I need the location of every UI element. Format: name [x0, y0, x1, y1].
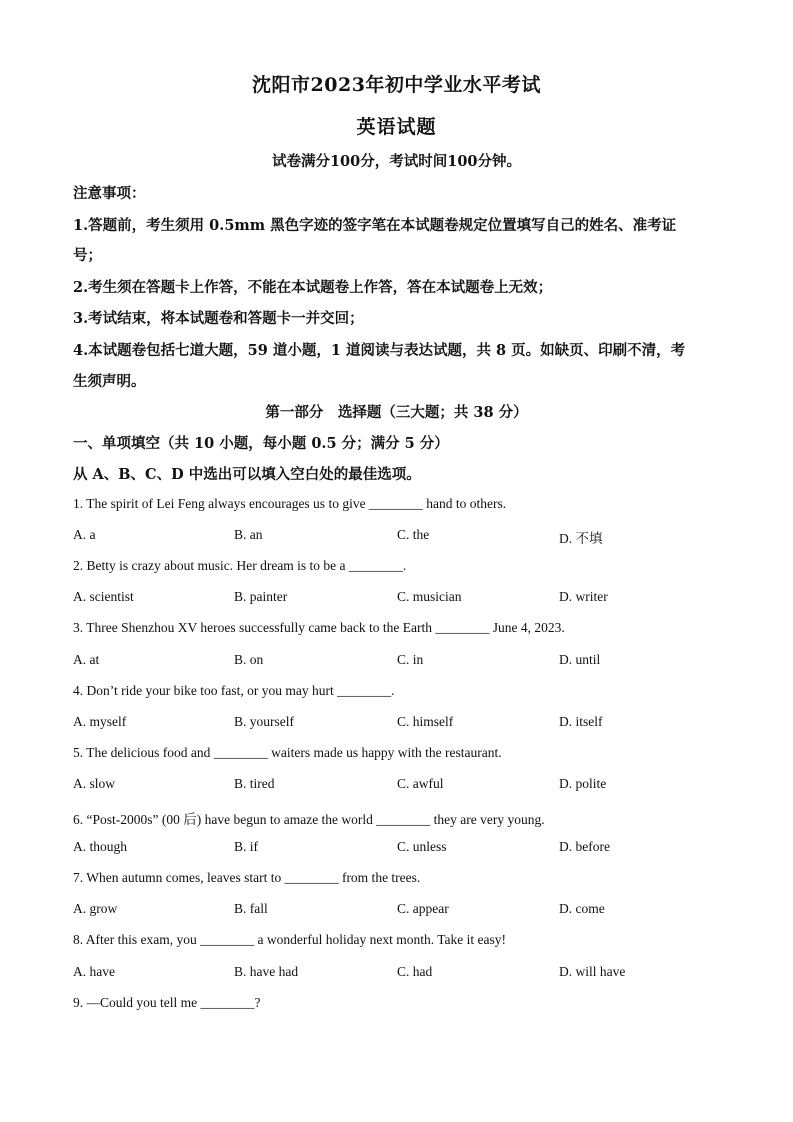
q1-option-a: A. a: [73, 527, 96, 542]
q2-option-b: B. painter: [234, 589, 288, 604]
exam-title: 沈阳市2023年初中学业水平考试: [252, 74, 541, 96]
q3-option-d: D. until: [559, 652, 601, 667]
note-1-line-2: 号；: [73, 247, 102, 264]
q2-option-a: A. scientist: [73, 589, 134, 604]
note-3: 3.考试结束，将本试题卷和答题卡一并交回；: [73, 310, 364, 327]
q6-option-d: D. before: [559, 839, 610, 854]
part1-heading: 第一部分 选择题（三大题；共 38 分）: [265, 404, 528, 421]
q3-option-a: A. at: [73, 652, 100, 667]
exam-info: 试卷满分100分，考试时间100分钟。: [271, 153, 522, 170]
question-3: 3. Three Shenzhou XV heroes successfully came back to the Earth ________ June 4, 2023.: [73, 620, 565, 635]
q2-option-d: D. writer: [559, 589, 608, 604]
question-9: 9. —Could you tell me ________?: [73, 995, 261, 1010]
q6-option-c: C. unless: [397, 839, 447, 854]
q7-option-b: B. fall: [234, 901, 268, 916]
section1-heading: 一、单项填空（共 10 小题，每小题 0.5 分；满分 5 分）: [73, 435, 449, 452]
question-1: 1. The spirit of Lei Feng always encourages us to give ________ hand to others.: [73, 496, 507, 511]
q7-option-a: A. grow: [73, 901, 118, 916]
q8-option-a: A. have: [73, 964, 115, 979]
q7-option-d: D. come: [559, 901, 605, 916]
q8-option-d: D. will have: [559, 964, 626, 979]
q4-option-b: B. yourself: [234, 714, 294, 729]
question-6: 6. “Post-2000s” (00 后) have begun to amaze the world ________ they are very young.: [73, 812, 545, 827]
note-1-line-1: 1.答题前，考生须用 0.5mm 黑色字迹的签字笔在本试题卷规定位置填写自己的姓名、准考证: [73, 217, 677, 234]
q4-option-c: C. himself: [397, 714, 454, 729]
q5-option-d: D. polite: [559, 776, 607, 791]
q4-option-d: D. itself: [559, 714, 603, 729]
q5-option-b: B. tired: [234, 776, 275, 791]
q7-option-c: C. appear: [397, 901, 449, 916]
subject-title: 英语试题: [356, 116, 437, 138]
question-7: 7. When autumn comes, leaves start to ________ from the trees.: [73, 870, 421, 885]
q3-option-b: B. on: [234, 652, 264, 667]
section1-instruction: 从 A、B、C、D 中选出可以填入空白处的最佳选项。: [73, 466, 421, 483]
q6-option-b: B. if: [234, 839, 259, 854]
note-4-line-2: 生须声明。: [73, 373, 146, 390]
q5-option-c: C. awful: [397, 776, 444, 791]
q1-option-d: D. 不填: [559, 531, 603, 546]
question-8: 8. After this exam, you ________ a wonderful holiday next month. Take it easy!: [73, 932, 506, 947]
q1-option-b: B. an: [234, 527, 263, 542]
q2-option-c: C. musician: [397, 589, 462, 604]
q1-option-c: C. the: [397, 527, 430, 542]
note-4-line-1: 4.本试题卷包括七道大题，59 道小题，1 道阅读与表达试题，共 8 页。如缺页、印刷不清，考: [73, 342, 686, 359]
question-2: 2. Betty is crazy about music. Her dream is to be a ________.: [73, 558, 407, 573]
q8-option-b: B. have had: [234, 964, 299, 979]
q6-option-a: A. though: [73, 839, 127, 854]
question-5: 5. The delicious food and ________ waiters made us happy with the restaurant.: [73, 745, 502, 760]
q5-option-a: A. slow: [73, 776, 116, 791]
q3-option-c: C. in: [397, 652, 424, 667]
q8-option-c: C. had: [397, 964, 433, 979]
notes-heading: 注意事项：: [73, 185, 146, 202]
question-4: 4. Don’t ride your bike too fast, or you may hurt ________.: [73, 683, 395, 698]
q4-option-a: A. myself: [73, 714, 127, 729]
note-2: 2.考生须在答题卡上作答，不能在本试题卷上作答，答在本试题卷上无效；: [73, 279, 553, 296]
